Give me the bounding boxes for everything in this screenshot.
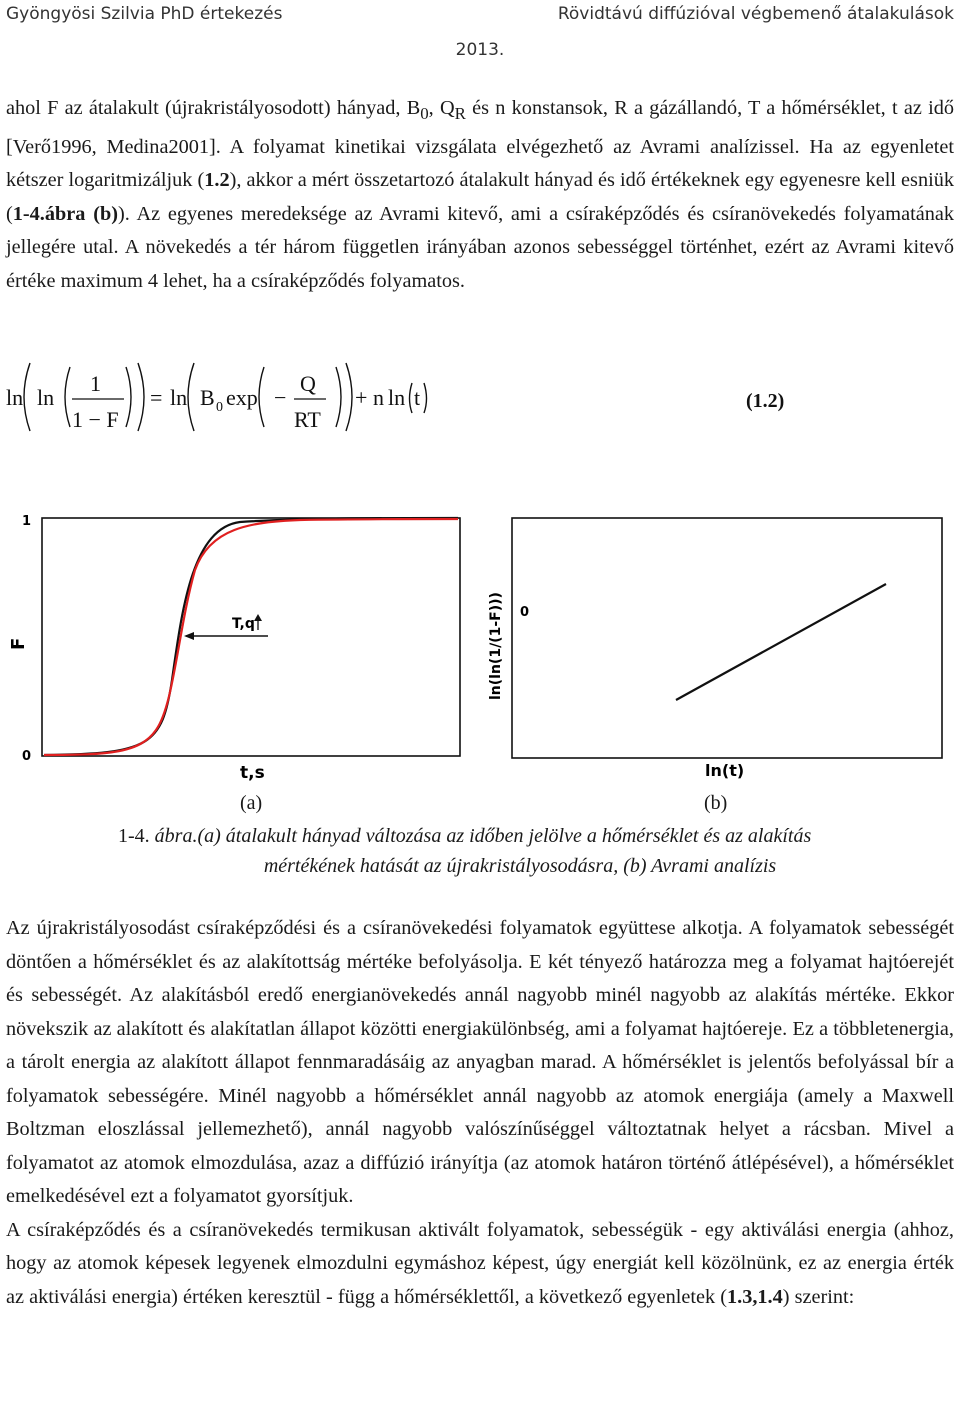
caption-line-2: mértékének hatását az újrakristályosodásra, (b) Avrami analízis: [263, 855, 777, 877]
eq-den-1: 1 − F: [72, 407, 119, 432]
paren-right-outer: [138, 363, 144, 431]
paren-right-inner: [126, 367, 131, 427]
p1-sub-r: R: [454, 104, 466, 124]
eq-minus: −: [274, 385, 287, 410]
paren-left-exp: [259, 367, 264, 427]
eq-num-1: 1: [90, 371, 101, 396]
eq-num-2: Q: [300, 371, 316, 396]
fig-a-xlabel: t,s: [240, 763, 265, 783]
equation-svg: [0, 355, 960, 445]
fig-a-label: (a): [240, 792, 263, 814]
paren-left-t: [410, 383, 413, 413]
page-header: [0, 0, 960, 70]
header-author: Gyöngyösi Szilvia PhD értekezés: [6, 4, 283, 24]
eq-n: n: [373, 385, 384, 410]
paren-right-t: [424, 383, 427, 413]
fig-b-frame: [512, 518, 942, 758]
p2-text-1: Az újrakristályosodást csíraképződési és a csíranövekedési folyamatok együttese alkotja. A folyamatok sebességét döntően a hőmérséklet és az alakítottság mértéke befolyásolja. E két tényező határozza meg a folyamat hajtóerejét és sebességét. Az alakításból eredő energianövekedés annál nagyobb minél nagyobb az alakítás mértéke. Ekkor növekszik az alakított és alakítatlan állapot közötti energiakülönbség, ami a folyamat hajtóereje. Ez a többletenergia, a tárolt energia az alakított állapot fennmaradásáig az anyagban marad. A hőmérséklet is jelentős befolyással bír a folyamatok sebességére. Minél nagyobb a hőmérséklet annál nagyobb az atomok energiája (amely a Maxwell Boltzman eloszlással jellemezhető), annál nagyobb valószínűséggel változtatnak helyet a rácsban. Mivel a folyamatot az atomok elmozdulása, azaz a diffúzió irányítja (az atomok határon történő átlépésével), a hőmérséklet emelkedésével ezt a folyamatot gyorsítjuk.: [6, 917, 954, 1207]
p1-text-3: és n konstansok, R a gázállandó, T a hőmérséklet, t az idő [Verő1996, Medina2001]. A folyamat kinetikai vizsgálata elvégezhető az Avrami analízissel. Ha az egyenletet kétszer logaritmizáljuk (: [6, 97, 954, 192]
fig-a-annotation: T,q: [232, 616, 255, 632]
fig-b-ytick-0: 0: [520, 605, 530, 620]
eq-ln-1: ln: [6, 385, 24, 410]
fig-a-ylabel: F: [8, 637, 29, 650]
fig-a-frame: [42, 518, 460, 756]
eq-den-2: RT: [294, 407, 321, 432]
fig-b-xlabel: ln(t): [705, 761, 745, 780]
equation-1-2: [0, 355, 960, 445]
fig-a-curve-right: [44, 519, 458, 755]
paragraph-2: [6, 912, 954, 1314]
p1-text-4: ), akkor a mért összetartozó átalakult hányad és idő értékeknek egy egyenesre kell esniük (: [6, 169, 955, 225]
p1-text-5: ). Az egyenes meredeksége az Avrami kitevő, ami a csíraképződés és csíranövekedés folyamatának jellegére utal. A növekedés a tér három független irányában azonos sebességgel történhet, ezért az Avrami kitevő értéke maximum 4 lehet, ha a csíraképződés folyamatos.: [6, 202, 954, 292]
figure-ref-1-4b[interactable]: 1-4.ábra (b): [12, 202, 118, 225]
paren-right-exp: [336, 367, 341, 427]
eq-ln-3: ln: [170, 385, 188, 410]
equation-number: (1.2): [746, 390, 785, 412]
paragraph-1: [6, 92, 954, 298]
p2-text-2a: A csíraképződés és a csíranövekedés termikusan aktivált folyamatok, sebességük - egy aktiválási energia (ahhoz, hogy az atomok képesek legyenek elmozdulni egymáshoz képest, úgy energiát kell közölnünk, ez az energia érték az aktiválási energia) értéken keresztül - függ a hőmérséklettől, a következő egyenletek (: [6, 1218, 954, 1308]
figure-svg: [0, 500, 960, 800]
caption-number: 1-4.: [118, 825, 150, 847]
fig-b-label: (b): [704, 792, 728, 814]
paren-right-b: [346, 363, 352, 431]
figure-1-4: [0, 500, 960, 814]
eq-b: B: [200, 385, 215, 410]
header-chapter: Rövidtávú diffúzióval végbemenő átalakulások: [557, 4, 954, 24]
fig-a-arrow-head: [184, 632, 194, 640]
equation-ref-1-2[interactable]: 1.2: [204, 169, 230, 192]
header-year: 2013.: [455, 40, 505, 60]
p1-text-2: , Q: [428, 97, 455, 119]
figure-a: [8, 514, 460, 783]
paren-left-inner: [65, 367, 70, 427]
eq-ln-2: ln: [37, 385, 55, 410]
p2-text-2b: ) szerint:: [782, 1285, 855, 1308]
equation-ref-1-3-1-4[interactable]: 1.3,1.4: [726, 1285, 783, 1308]
fig-b-line: [676, 584, 886, 700]
paren-left-b: [188, 363, 194, 431]
fig-b-ylabel: ln(ln(1/(1-F))): [488, 592, 504, 700]
eq-equals: =: [150, 385, 163, 410]
paren-left-outer: [24, 363, 30, 431]
fig-a-annotation-arrow-head: [254, 614, 262, 621]
p1-text-1: ahol F az átalakult (újrakristályosodott) hányad, B: [6, 97, 421, 119]
eq-b-sub: 0: [216, 400, 223, 415]
caption-line-1: ábra.(a) átalakult hányad változása az időben jelölve a hőmérséklet és az alakítás: [149, 825, 812, 847]
eq-t: t: [414, 385, 421, 410]
figure-b: [488, 518, 942, 780]
fig-a-ytick-1: 1: [22, 514, 32, 529]
fig-a-ytick-0: 0: [22, 749, 32, 764]
eq-plus: +: [355, 385, 368, 410]
eq-ln-4: ln: [388, 385, 406, 410]
eq-exp: exp: [226, 385, 258, 410]
p1-sub-0: 0: [420, 104, 429, 124]
